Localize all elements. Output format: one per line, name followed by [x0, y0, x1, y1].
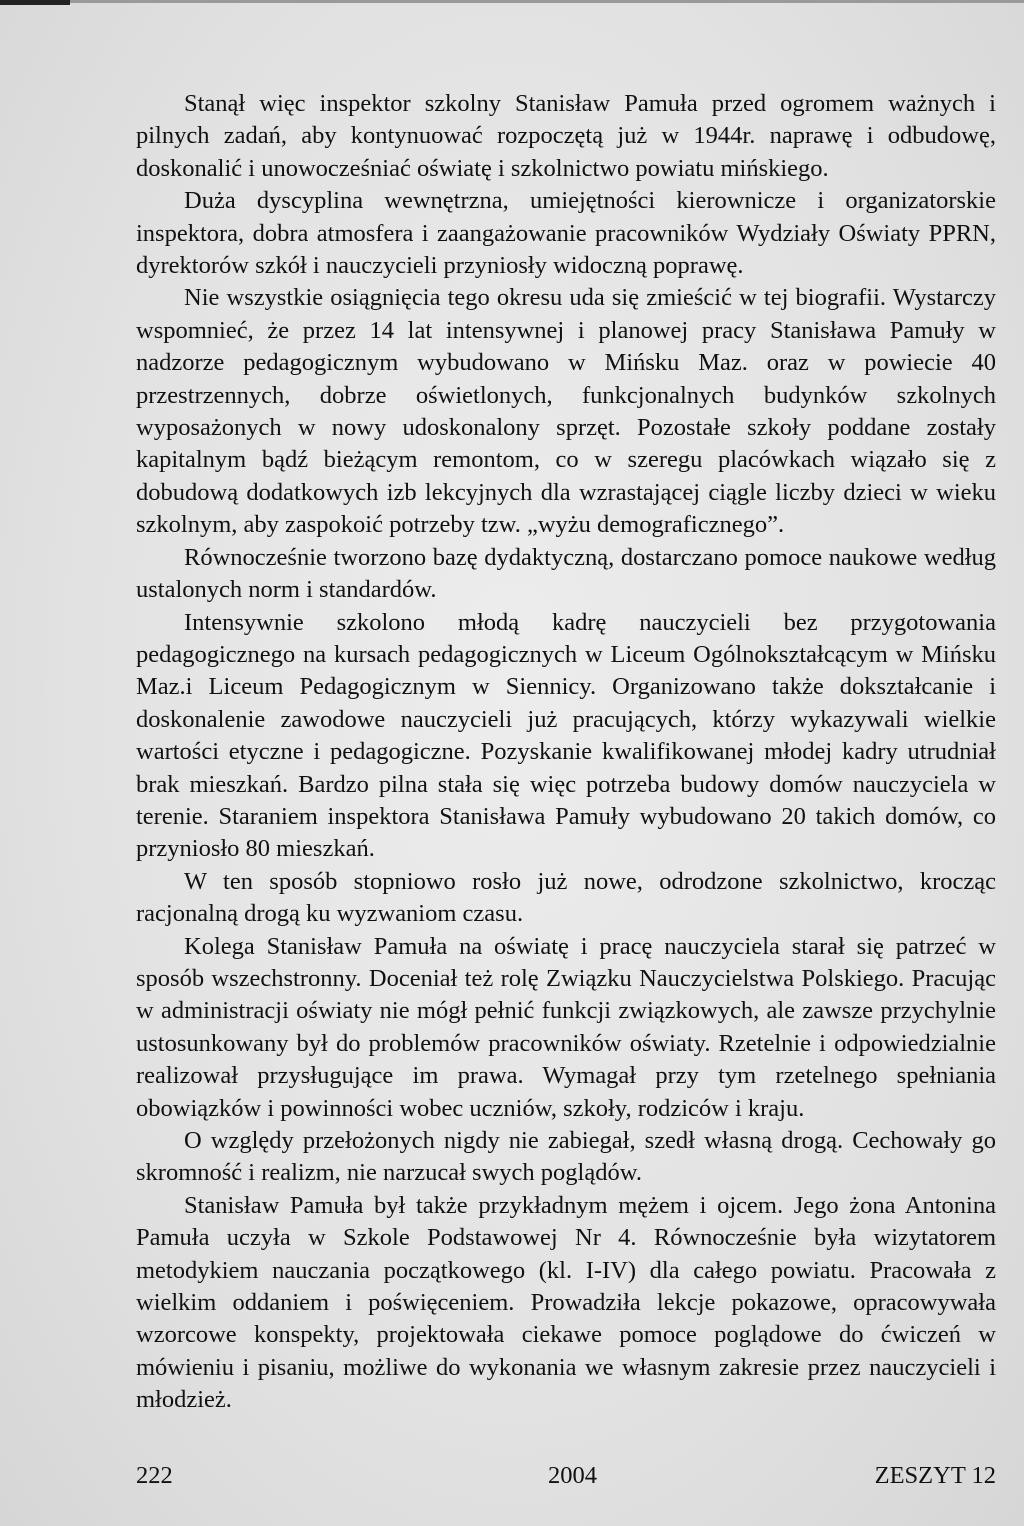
top-edge-mark [0, 0, 70, 5]
footer-year: 2004 [548, 1462, 597, 1489]
paragraph: Kolega Stanisław Pamuła na oświatę i pracę nauczyciela starał się patrzeć w sposób wszechstronny. Doceniał też rolę Związku Nauczycielstwa Polskiego. Pracując w administracji oświaty nie mógł pełnić funkcji związkowych, ale zawsze przychylnie ustosunkowany był do problemów pracowników oświaty. Rzetelnie i odpowiedzialnie realizował przysługujące im prawa. Wymagał przy tym rzetelnego spełniania obowiązków i powinności wobec uczniów, szkoły, rodziców i kraju. [136, 932, 996, 1122]
page-number: 222 [136, 1462, 173, 1489]
paragraph: Intensywnie szkolono młodą kadrę nauczycieli bez przygotowania pedagogicznego na kursach pedagogicznych w Liceum Ogólnokształcącym w Mińsku Maz.i Liceum Pedagogicznym w Siennicy. Organizowano także dokształcanie i doskonalenie zawodowe nauczycieli już pracujących, którzy wykazywali wielkie wartości etyczne i pedagogiczne. Pozyskanie kwalifikowanej młodej kadry utrudniał brak mieszkań. Bardzo pilna stała się więc potrzeba budowy domów nauczyciela w terenie. Staraniem inspektora Stanisława Pamuły wybudowano 20 takich domów, co przyniosło 80 mieszkań. [136, 608, 996, 863]
paragraph: Nie wszystkie osiągnięcia tego okresu uda się zmieścić w tej biografii. Wystarczy wspomnieć, że przez 14 lat intensywnej i planowej pracy Stanisława Pamuły w nadzorze pedagogicznym wybudowano w Mińsku Maz. oraz w powiecie 40 przestrzennych, dobrze oświetlonych, funkcjonalnych budynków szkolnych wyposażonych w nowy udoskonalony sprzęt. Pozostałe szkoły poddane zostały kapitalnym bądź bieżącym remontom, co w szeregu placówkach wiązało się z dobudową dodatkowych izb lekcyjnych dla wzrastającej ciągle liczby dzieci w wieku szkolnym, aby zaspokoić potrzeby tzw. „wyżu demograficznego”. [136, 284, 996, 539]
paragraph: Stanął więc inspektor szkolny Stanisław Pamuła przed ogromem ważnych i pilnych zadań, aby kontynuować rozpoczętą już w 1944r. naprawę i odbudowę, doskonalić i unowocześniać oświatę i szkolnictwo powiatu mińskiego. [136, 90, 996, 182]
paragraph: Równocześnie tworzono bazę dydaktyczną, dostarczano pomoce naukowe według ustalonych norm i standardów. [136, 543, 996, 604]
paragraph: Stanisław Pamuła był także przykładnym mężem i ojcem. Jego żona Antonina Pamuła uczyła w Szkole Podstawowej Nr 4. Równocześnie była wizytatorem metodykiem nauczania początkowego (kl. I-IV) dla całego powiatu. Pracowała z wielkim oddaniem i poświęceniem. Prowadziła lekcje pokazowe, opracowywała wzorcowe konspekty, projektowała ciekawe pomoce poglądowe do ćwiczeń w mówieniu i pisaniu, możliwe do wykonania we własnym zakresie przez nauczycieli i młodzież. [136, 1191, 996, 1414]
paragraph: O względy przełożonych nigdy nie zabiegał, szedł własną drogą. Cechowały go skromność i realizm, nie narzucał swych poglądów. [136, 1127, 996, 1187]
top-edge-rule [0, 0, 1024, 3]
page-footer [136, 1462, 996, 1496]
paragraph: W ten sposób stopniowo rosło już nowe, odrodzone szkolnictwo, krocząc racjonalną drogą ku wyzwaniom czasu. [136, 867, 996, 928]
paragraph: Duża dyscyplina wewnętrzna, umiejętności kierownicze i organizatorskie inspektora, dobra atmosfera i zaangażowanie pracowników Wydziały Oświaty PPRN, dyrektorów szkół i nauczycieli przyniosły widoczną poprawę. [136, 187, 996, 280]
issue-label: ZESZYT 12 [874, 1462, 996, 1489]
body-text [136, 88, 996, 1417]
